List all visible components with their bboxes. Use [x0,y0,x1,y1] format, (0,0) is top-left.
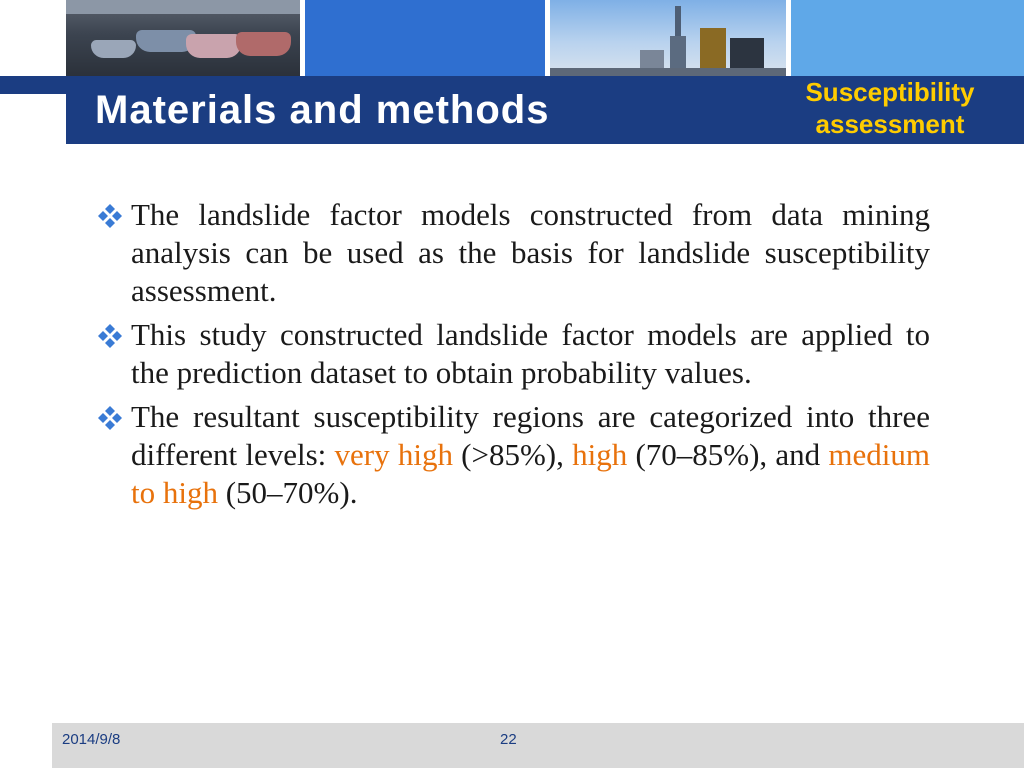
page-number: 22 [500,731,517,748]
bullet-text: This study constructed landslide factor models are applied to the prediction dataset to obtain probability values. [131,317,930,390]
level-medium-to-high: medium to high [131,437,930,510]
four-diamond-bullet-icon [97,324,123,348]
four-diamond-bullet-icon [97,204,123,228]
bullet-text: The resultant susceptibility regions are categorized into three different levels: [131,399,930,472]
bullet-item [97,196,930,310]
bullet-item [97,316,930,392]
footer-bar [52,723,1024,768]
footer-date: 2014/9/8 [62,731,121,748]
bullet-list [97,196,930,518]
bullet-text: (>85%), [452,437,573,472]
bullet-text: (50–70%). [217,475,358,510]
level-high: high [572,437,628,472]
title-bar-tab [0,76,66,94]
city-photo [550,0,786,76]
bullet-text: The landslide factor models constructed from data mining analysis can be used as the basis for landslide susceptibility assessment. [131,197,930,308]
bullet-item [97,398,930,512]
light-blue-panel [791,0,1024,76]
boats-photo [66,0,300,76]
section-label: Susceptibility assessment [805,77,975,139]
level-very-high: very high [334,437,453,472]
slide-title: Materials and methods [95,88,550,132]
bullet-text: (70–85%), and [627,437,829,472]
four-diamond-bullet-icon [97,406,123,430]
blue-panel [305,0,545,76]
